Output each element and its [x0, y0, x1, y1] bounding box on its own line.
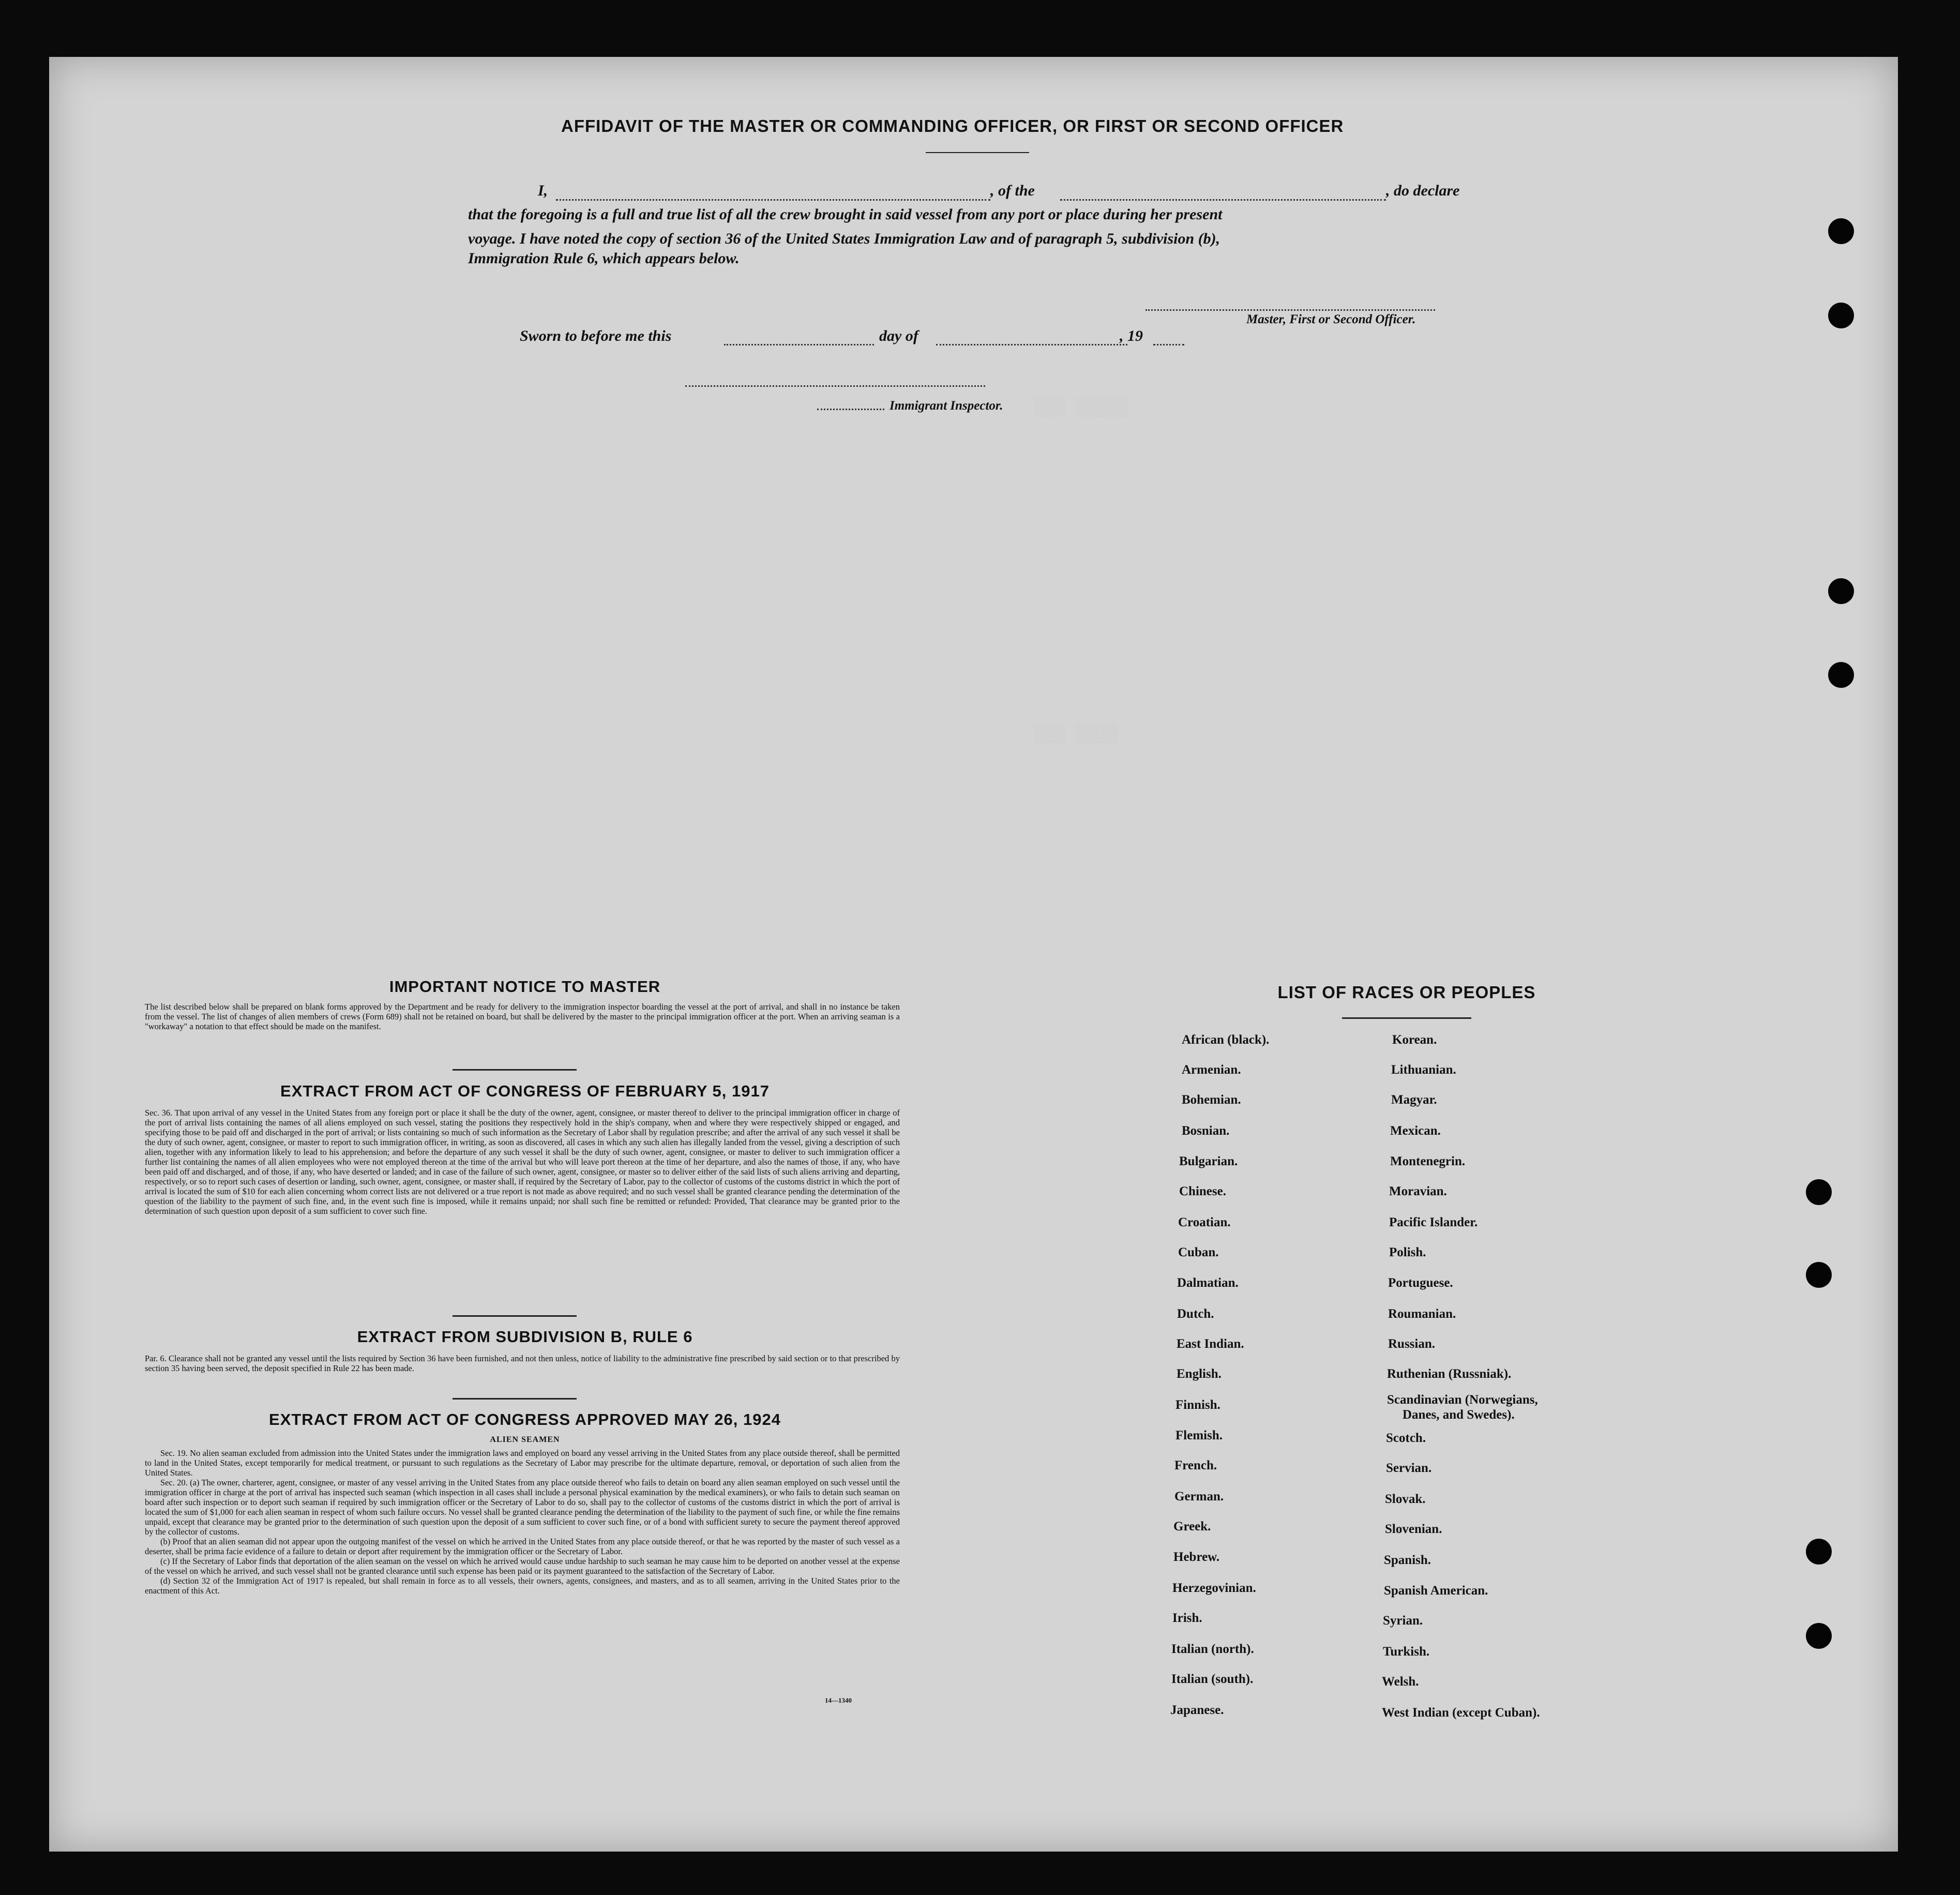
race-item: Moravian. [1389, 1184, 1447, 1198]
race-item: Slovenian. [1385, 1522, 1442, 1536]
binder-hole [1806, 1623, 1832, 1649]
affidavit-line-4: Immigration Rule 6, which appears below. [468, 250, 740, 267]
divider [453, 1315, 577, 1317]
binder-hole [1828, 303, 1854, 328]
race-item: Greek. [1173, 1520, 1211, 1533]
race-item: Portuguese. [1388, 1276, 1453, 1290]
binder-hole [1806, 1262, 1832, 1288]
race-item: Russian. [1388, 1337, 1436, 1351]
races-title: LIST OF RACES OR PEOPLES [1277, 983, 1536, 1002]
race-item: Slovak. [1385, 1492, 1426, 1506]
affidavit-do-declare: , do declare [1386, 182, 1460, 199]
race-item: Spanish. [1384, 1553, 1431, 1567]
bleed-through-text: ░░░ ░░░░ [1034, 724, 1119, 744]
race-item: West Indian (except Cuban). [1382, 1706, 1540, 1720]
race-item: Servian. [1386, 1461, 1432, 1475]
notice-title: IMPORTANT NOTICE TO MASTER [389, 977, 661, 996]
race-item: Welsh. [1382, 1675, 1419, 1689]
race-item: Irish. [1172, 1611, 1202, 1625]
form-number: 14—1340 [825, 1696, 852, 1704]
race-item: Japanese. [1170, 1703, 1224, 1717]
extract-1924-title: EXTRACT FROM ACT OF CONGRESS APPROVED MAY 26, 1924 [269, 1410, 781, 1428]
race-item: Spanish American. [1384, 1584, 1488, 1598]
race-item: Croatian. [1178, 1215, 1231, 1229]
race-item: Ruthenian (Russniak). [1387, 1367, 1512, 1381]
sec-20c-paragraph: (c) If the Secretary of Labor finds that deportation of the alien seaman on the vessel on which he arrived would cause undue hardship to such seaman he may cause him to be deported on another vessel at the expense of the vessel on which he arrived, and such vessel shall not be granted clearance until such expense has been paid or its payment guaranteed to the satisfaction of the Secretary of Labor. [145, 1556, 900, 1576]
race-item: Magyar. [1391, 1093, 1437, 1107]
bleed-through-text: ░░░ ░░░░░ [1034, 398, 1129, 418]
vessel-blank[interactable] [1060, 199, 1386, 201]
race-item: Bulgarian. [1179, 1154, 1238, 1168]
race-item: Scandinavian (Norwegians, [1387, 1393, 1538, 1407]
race-item: Polish. [1389, 1245, 1426, 1259]
sec-20d-paragraph: (d) Section 32 of the Immigration Act of 1917 is repealed, but shall remain in force as to all vessels, their owners, agents, consignees, and masters, and as to all seamen, arriving in the United States prior to the enactment of this Act. [145, 1576, 900, 1596]
name-blank[interactable] [556, 199, 990, 201]
race-item: Turkish. [1383, 1645, 1430, 1659]
signer-label: Master, First or Second Officer. [1246, 312, 1416, 326]
race-item: Armenian. [1182, 1063, 1241, 1077]
race-item: Korean. [1392, 1033, 1437, 1047]
extract-1924-body [145, 1448, 900, 1596]
binder-hole [1806, 1179, 1832, 1205]
race-item: Chinese. [1179, 1184, 1226, 1198]
year-blank[interactable] [1153, 344, 1184, 345]
race-item: Mexican. [1390, 1124, 1441, 1138]
extract-1924-subtitle: ALIEN SEAMEN [490, 1435, 560, 1444]
affidavit-of-the: , of the [990, 182, 1035, 199]
race-item: Bosnian. [1182, 1124, 1230, 1138]
race-item: Montenegrin. [1390, 1154, 1466, 1168]
race-item: English. [1177, 1367, 1222, 1381]
sec-20a-paragraph: Sec. 20. (a) The owner, charterer, agent, consignee, or master of any vessel arriving in the United States from any place outside thereof who fails to detain on board any alien seaman employed on such vessel until the immigration officer in charge at the port of arrival has inspected such seaman (which inspection in all cases shall include a personal physical examination by the medical examiners), or who fails to detain such seaman on board after such inspection or to deport such seaman if required by such immigration officer or the Secretary of Labor to do so, shall pay to the collector of customs of the customs district in which the port of arrival is located the sum of $1,000 for each alien seaman in respect of whom such failure occurs. No vessel shall be granted clearance pending the determination of the liability to the payment of such fine, or while the fine remains unpaid, except that clearance may be granted prior to the determination of such question upon the deposit of a sum sufficient to cover such fine, or of a bond with sufficient surety to secure the payment thereof approved by the collector of customs. [145, 1478, 900, 1537]
subdivision-body: Par. 6. Clearance shall not be granted any vessel until the lists required by Section 36 have been furnished, and not then unless, notice of liability to the administrative fine prescribed by said section or to that prescribed by section 35 having been served, the deposit specified in Rule 22 has been made. [145, 1353, 900, 1373]
notice-body: The list described below shall be prepared on blank forms approved by the Department and be ready for delivery to the immigration inspector boarding the vessel at the port of arrival, and shall in no instance be taken from the vessel. The list of changes of alien members of crews (Form 689) shall not be retained on board, but shall be delivered by the master to the principal immigration officer at the port. When an arriving seaman is a "workaway" a notation to that effect should be made on the manifest. [145, 1002, 900, 1031]
race-item: Pacific Islander. [1389, 1215, 1478, 1229]
race-item: Syrian. [1383, 1614, 1423, 1628]
day-blank[interactable] [724, 344, 874, 345]
race-item: Flemish. [1175, 1428, 1223, 1442]
binder-hole [1828, 662, 1854, 688]
race-item: East Indian. [1177, 1337, 1244, 1351]
title-underline [926, 152, 1029, 153]
year-label: , 19 [1120, 327, 1143, 344]
divider [453, 1398, 577, 1400]
divider [453, 1069, 577, 1071]
affidavit-line-2: that the foregoing is a full and true list of all the crew brought in said vessel from any port or place during her present [468, 206, 1223, 223]
sec-19-paragraph: Sec. 19. No alien seaman excluded from admission into the United States under the immigration laws and employed on board any vessel arriving in the United States from any place outside thereof, shall be permitted to land in the United States, except temporarily for medical treatment, or pursuant to such regulations as the Secretary of Labor may prescribe for the ultimate departure, removal, or deportation of such alien from the United States. [145, 1448, 900, 1478]
binder-hole [1806, 1539, 1832, 1565]
race-item: French. [1174, 1458, 1217, 1472]
race-item: Italian (north). [1171, 1642, 1254, 1656]
signature-blank[interactable] [1145, 309, 1435, 311]
extract-1917-title: EXTRACT FROM ACT OF CONGRESS OF FEBRUARY 5, 1917 [280, 1082, 770, 1100]
affidavit-i: I, [538, 182, 548, 199]
extract-1917-body: Sec. 36. That upon arrival of any vessel in the United States from any foreign port or place it shall be the duty of the owner, agent, consignee, or master thereof to deliver to the principal immigration officer in charge of the port of arrival lists containing the names of all aliens employed on such vessel, stating the positions they respectively hold in the ship's company, when and where they were respectively shipped or engaged, and specifying those to be paid off and discharged in the port of arrival; or lists containing so much of such information as the Secretary of Labor shall by regulation prescribe; and after the arrival of any such vessel it shall be the duty of such owner, agent, consignee, or master to report to such immigration officer, in writing, as soon as discovered, all cases in which any such alien has illegally landed from the vessel, giving a description of such alien, together with any information likely to lead to his apprehension; and before the departure of any such vessel it shall be the duty of such owner, agent, consignee, or master to deliver to such immigration officer a further list containing the names of all alien employees who were not employed thereon at the time of the arrival but who will leave port thereon at the time of her departure, and also the names of those, if any, who have been paid off and discharged, and of those, if any, who have deserted or landed; and in case of the failure of such owner, agent, consignee, or master so to deliver either of the said lists of such aliens arriving and departing, respectively, or so to report such cases of desertion or landing, such owner, agent, consignee, or master shall, if required by the Secretary of Labor, pay to the collector of customs of the customs district in which the port of arrival is located the sum of $10 for each alien concerning whom correct lists are not delivered or a true report is not made as above required; and no such vessel shall be granted clearance pending the determination of the question of the liability to the payment of such fine, and, in the event such fine is imposed, while it remains unpaid; nor shall such fine be remitted or refunded: Provided, That clearance may be granted prior to the determination of such question upon deposit of a sum sufficient to cover such fine. [145, 1108, 900, 1216]
race-item: Herzegovinian. [1172, 1581, 1256, 1595]
binder-hole [1828, 578, 1854, 604]
affidavit-title: AFFIDAVIT OF THE MASTER OR COMMANDING OFFICER, OR FIRST OR SECOND OFFICER [561, 116, 1344, 136]
race-item: Cuban. [1178, 1245, 1219, 1259]
day-of-label: day of [879, 327, 918, 344]
race-item: Dutch. [1177, 1307, 1214, 1321]
race-item: Lithuanian. [1391, 1063, 1456, 1077]
race-item: Finnish. [1175, 1398, 1220, 1412]
race-item: Dalmatian. [1177, 1276, 1239, 1290]
race-item: Scotch. [1386, 1431, 1426, 1445]
race-item: Hebrew. [1173, 1550, 1220, 1564]
sworn-label: Sworn to before me this [520, 327, 672, 344]
month-blank[interactable] [936, 344, 1127, 345]
inspector-signature-blank[interactable] [685, 385, 985, 387]
subdivision-title: EXTRACT FROM SUBDIVISION B, RULE 6 [357, 1328, 693, 1346]
inspector-dots [817, 409, 884, 410]
affidavit-line-3: voyage. I have noted the copy of section 36 of the United States Immigration Law and of paragraph 5, subdivision (b), [468, 230, 1220, 247]
race-item: Roumanian. [1388, 1307, 1456, 1321]
races-title-underline [1342, 1017, 1471, 1019]
race-item: German. [1174, 1490, 1224, 1503]
race-item: Danes, and Swedes). [1403, 1408, 1515, 1422]
sec-20b-paragraph: (b) Proof that an alien seaman did not appear upon the outgoing manifest of the vessel on which he arrived in the United States from any place outside thereof, or that he was reported by the master of such vessel as a deserter, shall be prima facie evidence of a failure to detain or deport after requirement by the immigration officer or the Secretary of Labor. [145, 1537, 900, 1556]
inspector-label: Immigrant Inspector. [889, 399, 1003, 413]
race-item: African (black). [1182, 1033, 1270, 1047]
race-item: Bohemian. [1182, 1093, 1241, 1107]
binder-hole [1828, 218, 1854, 244]
race-item: Italian (south). [1171, 1672, 1254, 1686]
